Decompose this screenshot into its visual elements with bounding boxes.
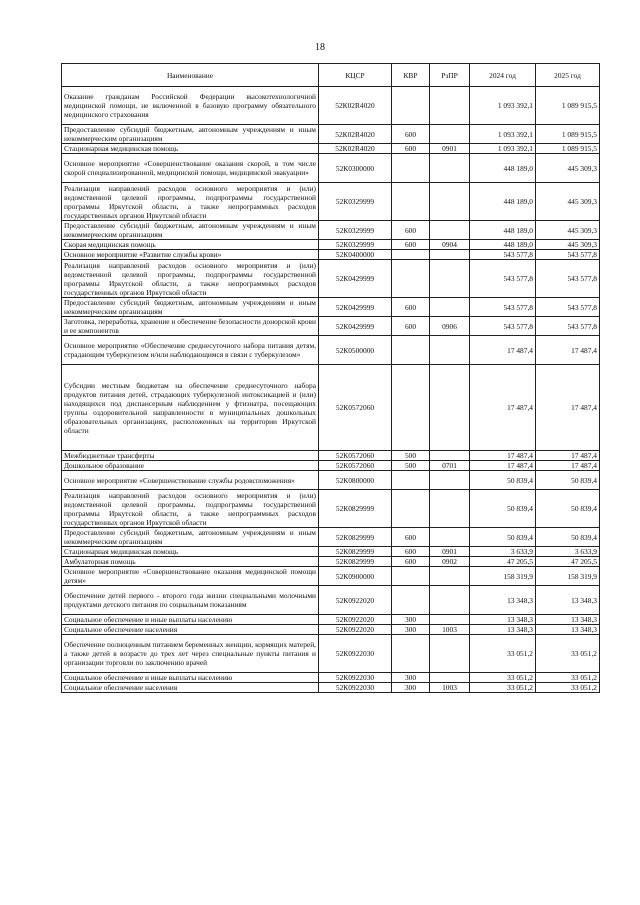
- cell-year-2024: 47 205,5: [470, 557, 536, 567]
- table-row: [62, 154, 600, 183]
- cell-kvr: [392, 635, 430, 673]
- cell-kvr: 600: [392, 125, 430, 144]
- cell-year-2024: 543 577,8: [470, 317, 536, 336]
- cell-year-2024: 17 487,4: [470, 336, 536, 365]
- cell-kcsr: 52К0922020: [319, 615, 392, 625]
- budget-table: [61, 63, 600, 693]
- cell-kvr: [392, 336, 430, 365]
- cell-kcsr: 52К0829999: [319, 528, 392, 547]
- cell-year-2024: 1 093 392,1: [470, 87, 536, 125]
- table-row: [62, 336, 600, 365]
- table-row: [62, 451, 600, 461]
- header-kvr: КВР: [392, 64, 430, 87]
- cell-rzpr: [430, 490, 470, 528]
- cell-year-2025: 1 089 915,5: [536, 87, 600, 125]
- cell-year-2024: 448 189,0: [470, 221, 536, 240]
- cell-rzpr: [430, 451, 470, 461]
- cell-kvr: 500: [392, 451, 430, 461]
- cell-year-2024: 33 051,2: [470, 673, 536, 683]
- cell-year-2024: 17 487,4: [470, 451, 536, 461]
- cell-kcsr: 52К0900000: [319, 567, 392, 586]
- cell-year-2024: 17 487,4: [470, 365, 536, 451]
- cell-rzpr: [430, 528, 470, 547]
- cell-kcsr: 52К0400000: [319, 250, 392, 260]
- cell-kcsr: 52К02R4020: [319, 125, 392, 144]
- cell-year-2025: 50 839,4: [536, 528, 600, 547]
- cell-kcsr: 52К0922030: [319, 673, 392, 683]
- cell-year-2024: 50 839,4: [470, 528, 536, 547]
- cell-rzpr: 1003: [430, 625, 470, 635]
- cell-year-2025: 17 487,4: [536, 336, 600, 365]
- cell-year-2025: 445 309,3: [536, 183, 600, 221]
- cell-name: Основное мероприятие «Развитие службы крови»: [62, 250, 319, 260]
- cell-kvr: [392, 490, 430, 528]
- cell-name: Предоставление субсидий бюджетным, автономным учреждениям и иным некоммерческим организациям: [62, 298, 319, 317]
- cell-kcsr: 52К0300000: [319, 154, 392, 183]
- cell-kvr: 600: [392, 240, 430, 250]
- cell-name: Заготовка, переработка, хранение и обеспечение безопасности донорской крови и ее компонентов: [62, 317, 319, 336]
- cell-name: Обеспечение детей первого - второго года жизни специальными молочными продуктами детского питания по социальным показаниям: [62, 586, 319, 615]
- cell-year-2025: 50 839,4: [536, 471, 600, 490]
- cell-rzpr: [430, 183, 470, 221]
- cell-rzpr: [430, 221, 470, 240]
- cell-name: Основное мероприятие «Совершенствование службы родовспоможения»: [62, 471, 319, 490]
- cell-year-2024: 1 093 392,1: [470, 125, 536, 144]
- table-row: [62, 317, 600, 336]
- table-row: [62, 471, 600, 490]
- cell-year-2025: 33 051,2: [536, 673, 600, 683]
- table-row: [62, 260, 600, 298]
- table-row: [62, 365, 600, 451]
- cell-year-2025: 13 348,3: [536, 625, 600, 635]
- cell-kcsr: 52К0922020: [319, 625, 392, 635]
- cell-year-2025: 33 051,2: [536, 635, 600, 673]
- cell-year-2025: 50 839,4: [536, 490, 600, 528]
- cell-name: Основное мероприятие «Обеспечение среднесуточного набора питания детям, страдающим туберкулезом и/или наблюдающимся в связи с туберкулезом»: [62, 336, 319, 365]
- table-row: [62, 528, 600, 547]
- cell-name: Амбулаторная помощь: [62, 557, 319, 567]
- cell-year-2024: 543 577,8: [470, 260, 536, 298]
- cell-year-2025: 543 577,8: [536, 298, 600, 317]
- cell-rzpr: [430, 365, 470, 451]
- cell-year-2024: 543 577,8: [470, 298, 536, 317]
- cell-kvr: 600: [392, 528, 430, 547]
- cell-name: Межбюджетные трансферты: [62, 451, 319, 461]
- cell-kvr: 600: [392, 557, 430, 567]
- cell-kvr: [392, 586, 430, 615]
- cell-name: Предоставление субсидий бюджетным, автономным учреждениям и иным некоммерческим организациям: [62, 125, 319, 144]
- cell-rzpr: [430, 673, 470, 683]
- cell-kvr: [392, 260, 430, 298]
- cell-kvr: 300: [392, 683, 430, 693]
- cell-kcsr: 52К0922020: [319, 586, 392, 615]
- header-name: Наименование: [62, 64, 319, 87]
- cell-name: Социальное обеспечение населения: [62, 625, 319, 635]
- cell-year-2024: 3 633,9: [470, 547, 536, 557]
- cell-year-2024: 448 189,0: [470, 183, 536, 221]
- page-number: 18: [315, 42, 325, 53]
- cell-rzpr: 0902: [430, 557, 470, 567]
- cell-rzpr: [430, 260, 470, 298]
- cell-kcsr: 52К0572060: [319, 365, 392, 451]
- cell-kvr: 600: [392, 547, 430, 557]
- cell-rzpr: 0906: [430, 317, 470, 336]
- cell-name: Основное мероприятие «Совершенствование оказания скорой, в том числе скорой специализированной, медицинской помощи, медицинской эвакуации»: [62, 154, 319, 183]
- cell-name: Дошкольное образование: [62, 461, 319, 471]
- cell-kvr: [392, 154, 430, 183]
- cell-year-2025: 17 487,4: [536, 451, 600, 461]
- table-row: [62, 461, 600, 471]
- cell-kcsr: 52К0329999: [319, 240, 392, 250]
- cell-year-2024: 543 577,8: [470, 250, 536, 260]
- cell-year-2025: 543 577,8: [536, 260, 600, 298]
- table-row: [62, 615, 600, 625]
- cell-name: Оказание гражданам Российской Федерации высокотехнологичной медицинской помощи, не включенной в базовую программу обязательного медицинского страхования: [62, 87, 319, 125]
- header-kcsr: КЦСР: [319, 64, 392, 87]
- cell-year-2024: 1 093 392,1: [470, 144, 536, 154]
- cell-year-2025: 445 309,3: [536, 154, 600, 183]
- table-row: [62, 683, 600, 693]
- cell-kcsr: 52К0829999: [319, 547, 392, 557]
- cell-kvr: [392, 250, 430, 260]
- cell-kcsr: 52К02R4020: [319, 87, 392, 125]
- table-row: [62, 490, 600, 528]
- cell-year-2024: 448 189,0: [470, 240, 536, 250]
- table-row: [62, 673, 600, 683]
- cell-name: Стационарная медицинская помощь: [62, 144, 319, 154]
- cell-kvr: 300: [392, 673, 430, 683]
- cell-year-2024: 13 348,3: [470, 586, 536, 615]
- cell-rzpr: 0904: [430, 240, 470, 250]
- cell-rzpr: 0901: [430, 547, 470, 557]
- table-row: [62, 625, 600, 635]
- cell-year-2025: 1 089 915,5: [536, 144, 600, 154]
- cell-year-2025: 543 577,8: [536, 317, 600, 336]
- table-row: [62, 547, 600, 557]
- cell-name: Социальное обеспечение и иные выплаты населению: [62, 615, 319, 625]
- cell-year-2024: 13 348,3: [470, 625, 536, 635]
- cell-kcsr: 52К0329999: [319, 221, 392, 240]
- cell-rzpr: [430, 471, 470, 490]
- cell-year-2025: 47 205,5: [536, 557, 600, 567]
- cell-kcsr: 52К0800000: [319, 471, 392, 490]
- cell-name: Социальное обеспечение населения: [62, 683, 319, 693]
- cell-year-2024: 33 051,2: [470, 635, 536, 673]
- cell-kcsr: 52К0429999: [319, 260, 392, 298]
- cell-name: Реализация направлений расходов основного мероприятия и (или) ведомственной целевой программы, подпрограммы государственной программы Иркутской области, а также непрограммных расходов государственных органов Иркутской области: [62, 183, 319, 221]
- cell-name: Предоставление субсидий бюджетным, автономным учреждениям и иным некоммерческим организациям: [62, 221, 319, 240]
- header-year-2025: 2025 год: [536, 64, 600, 87]
- cell-kvr: [392, 471, 430, 490]
- cell-kcsr: 52К0500000: [319, 336, 392, 365]
- table-row: [62, 250, 600, 260]
- cell-year-2024: 50 839,4: [470, 490, 536, 528]
- cell-year-2025: 17 487,4: [536, 365, 600, 451]
- cell-rzpr: 0701: [430, 461, 470, 471]
- cell-rzpr: [430, 615, 470, 625]
- cell-kcsr: 52К0829999: [319, 557, 392, 567]
- cell-kcsr: 52К0429999: [319, 317, 392, 336]
- cell-rzpr: [430, 87, 470, 125]
- header-rzpr: РзПР: [430, 64, 470, 87]
- cell-rzpr: [430, 250, 470, 260]
- cell-name: Скорая медицинская помощь: [62, 240, 319, 250]
- cell-name: Социальное обеспечение и иные выплаты населению: [62, 673, 319, 683]
- cell-rzpr: 1003: [430, 683, 470, 693]
- cell-rzpr: [430, 125, 470, 144]
- header-year-2024: 2024 год: [470, 64, 536, 87]
- cell-kcsr: 52К0329999: [319, 183, 392, 221]
- table-row: [62, 586, 600, 615]
- cell-kcsr: 52К0429999: [319, 298, 392, 317]
- cell-rzpr: [430, 154, 470, 183]
- cell-kvr: [392, 365, 430, 451]
- cell-kcsr: 52К0922030: [319, 635, 392, 673]
- cell-kcsr: 52К0829999: [319, 490, 392, 528]
- cell-year-2024: 50 839,4: [470, 471, 536, 490]
- cell-name: Стационарная медицинская помощь: [62, 547, 319, 557]
- cell-year-2024: 13 348,3: [470, 615, 536, 625]
- cell-year-2025: 33 051,2: [536, 683, 600, 693]
- cell-year-2025: 13 348,3: [536, 586, 600, 615]
- cell-kvr: 600: [392, 144, 430, 154]
- cell-year-2024: 158 319,9: [470, 567, 536, 586]
- table-row: [62, 144, 600, 154]
- table-row: [62, 635, 600, 673]
- cell-rzpr: 0901: [430, 144, 470, 154]
- table-row: [62, 221, 600, 240]
- cell-name: Основное мероприятие «Совершенствование оказания медицинской помощи детям»: [62, 567, 319, 586]
- cell-year-2025: 445 309,3: [536, 240, 600, 250]
- cell-rzpr: [430, 567, 470, 586]
- cell-year-2025: 158 319,9: [536, 567, 600, 586]
- cell-year-2025: 17 487,4: [536, 461, 600, 471]
- cell-kcsr: 52К02R4020: [319, 144, 392, 154]
- table-row: [62, 87, 600, 125]
- cell-name: Обеспечение полноценным питанием беременных женщин, кормящих матерей, а также детей в возрасте до трех лет через специальные пункты питания и организации торговли по заключению врачей: [62, 635, 319, 673]
- cell-name: Реализация направлений расходов основного мероприятия и (или) ведомственной целевой программы, подпрограммы государственной программы Иркутской области, а также непрограммных расходов государственных органов Иркутской области: [62, 490, 319, 528]
- cell-year-2024: 33 051,2: [470, 683, 536, 693]
- cell-kvr: [392, 183, 430, 221]
- cell-kvr: [392, 567, 430, 586]
- cell-rzpr: [430, 298, 470, 317]
- table-row: [62, 125, 600, 144]
- cell-rzpr: [430, 586, 470, 615]
- cell-name: Предоставление субсидий бюджетным, автономным учреждениям и иным некоммерческим организациям: [62, 528, 319, 547]
- cell-kvr: 500: [392, 461, 430, 471]
- cell-kvr: 300: [392, 615, 430, 625]
- cell-kcsr: 52К0572060: [319, 461, 392, 471]
- cell-year-2025: 543 577,8: [536, 250, 600, 260]
- cell-year-2025: 13 348,3: [536, 615, 600, 625]
- table-header-row: [62, 64, 600, 87]
- cell-rzpr: [430, 635, 470, 673]
- cell-kvr: 600: [392, 221, 430, 240]
- cell-kcsr: 52К0572060: [319, 451, 392, 461]
- cell-rzpr: [430, 336, 470, 365]
- cell-kvr: 600: [392, 317, 430, 336]
- cell-kvr: 300: [392, 625, 430, 635]
- table-row: [62, 298, 600, 317]
- cell-kvr: [392, 87, 430, 125]
- cell-year-2025: 445 309,3: [536, 221, 600, 240]
- table-row: [62, 183, 600, 221]
- table-row: [62, 567, 600, 586]
- cell-year-2024: 448 189,0: [470, 154, 536, 183]
- cell-kvr: 600: [392, 298, 430, 317]
- cell-year-2025: 1 089 915,5: [536, 125, 600, 144]
- cell-name: Реализация направлений расходов основного мероприятия и (или) ведомственной целевой программы, подпрограммы государственной программы Иркутской области, а также непрограммных расходов государственных органов Иркутской области: [62, 260, 319, 298]
- table-row: [62, 240, 600, 250]
- cell-name: Субсидии местным бюджетам на обеспечение среднесуточного набора продуктов питания детей, страдающих туберкулезной интоксикацией и (или) находящихся под диспансерным наблюдением у фтизиатра, посещающих группы оздоровительной направленности в муниципальных дошкольных образовательных организациях, расположенных на территории Иркутской области: [62, 365, 319, 451]
- cell-year-2024: 17 487,4: [470, 461, 536, 471]
- table-row: [62, 557, 600, 567]
- cell-kcsr: 52К0922030: [319, 683, 392, 693]
- cell-year-2025: 3 633,9: [536, 547, 600, 557]
